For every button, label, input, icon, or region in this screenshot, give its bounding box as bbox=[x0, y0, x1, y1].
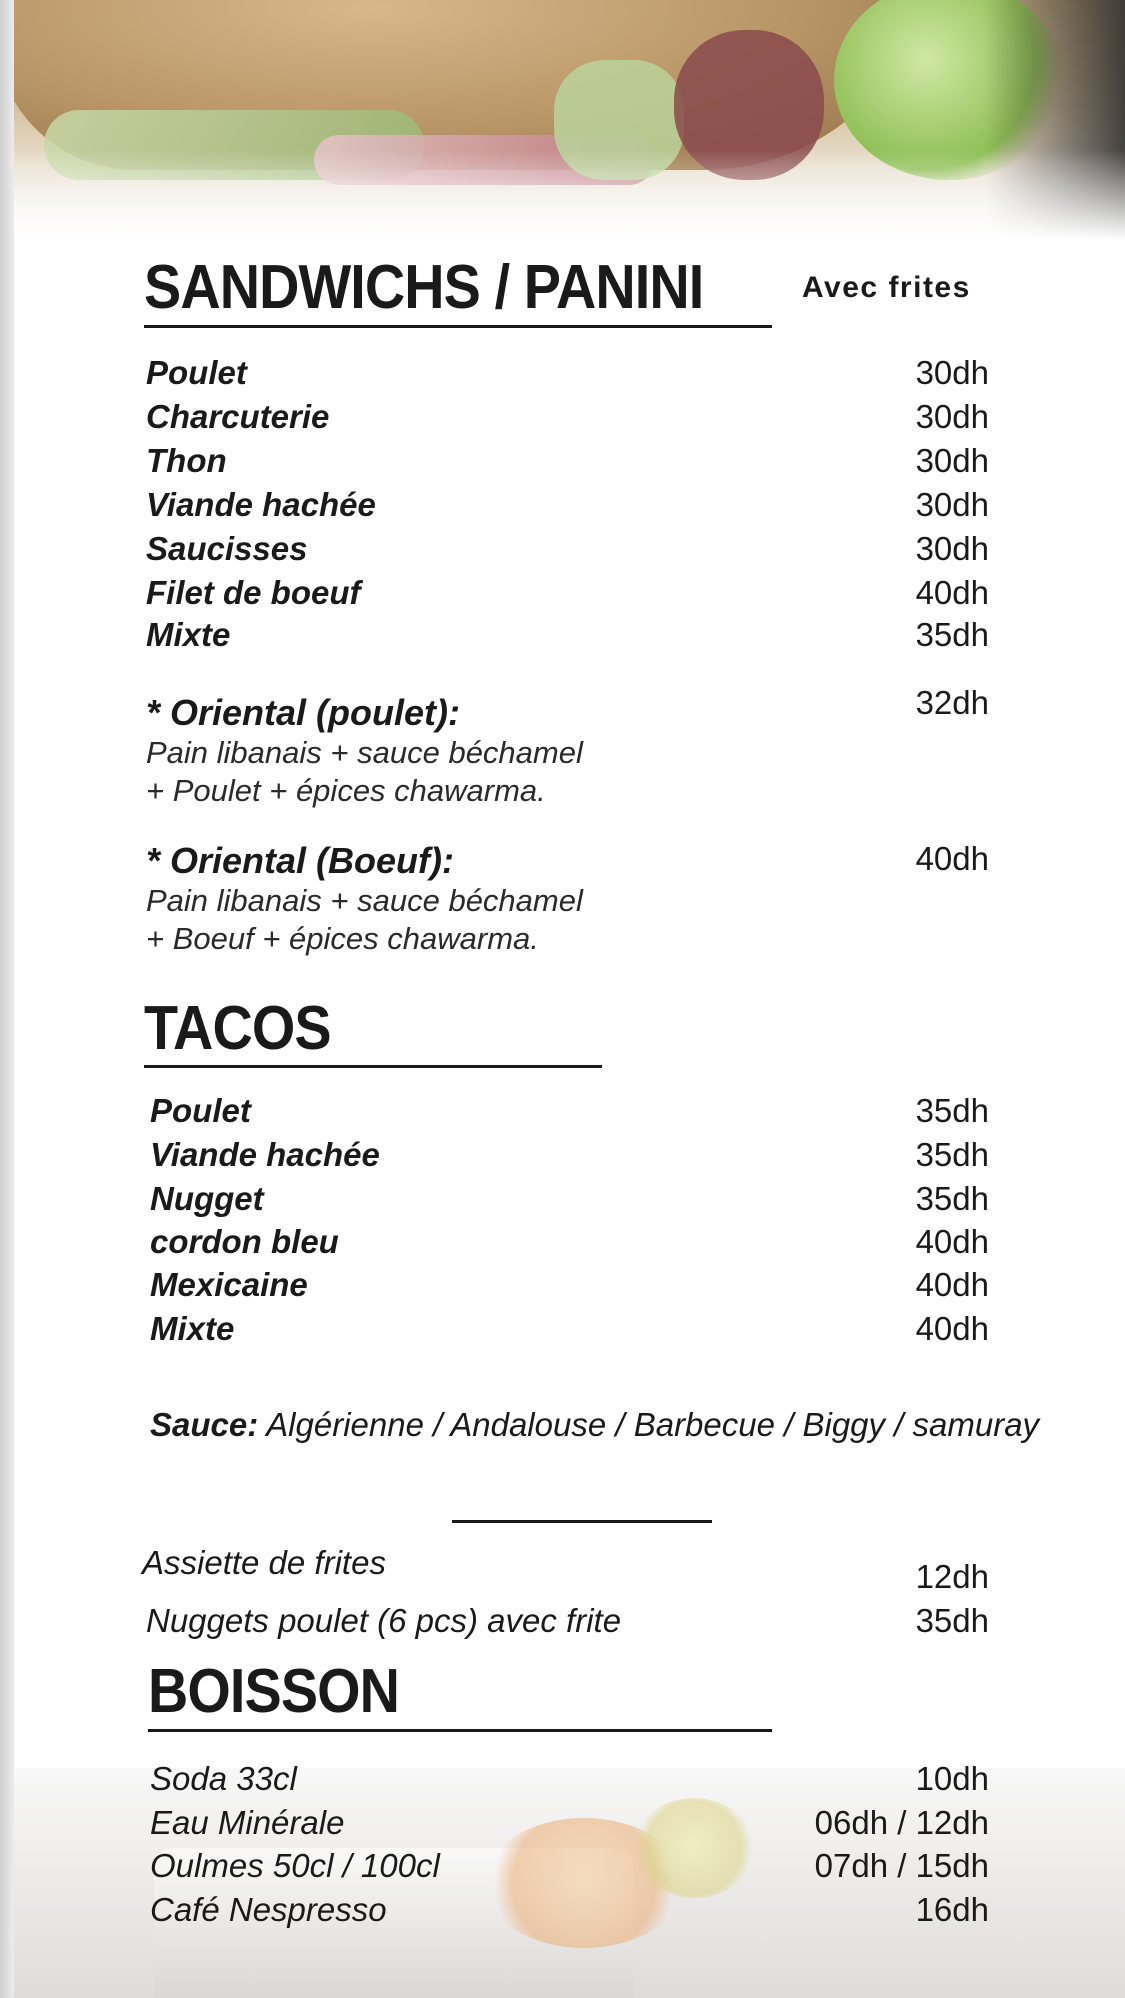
oriental-poulet-desc-line1: Pain libanais + sauce béchamel bbox=[146, 735, 583, 770]
boisson-title-underline bbox=[148, 1729, 772, 1732]
oriental-poulet-name: * Oriental (poulet): bbox=[146, 692, 460, 733]
menu-item-price: 35dh bbox=[915, 616, 989, 653]
menu-item-price: 30dh bbox=[915, 486, 989, 523]
sauce-list: Algérienne / Andalouse / Barbecue / Biggy / samuray bbox=[266, 1406, 1040, 1443]
menu-item-name: Thon bbox=[146, 442, 227, 479]
page-edge bbox=[0, 0, 14, 1998]
menu-item-name: Soda 33cl bbox=[150, 1760, 297, 1797]
sauce-label: Sauce: bbox=[150, 1406, 259, 1443]
menu-item-name: Poulet bbox=[146, 354, 247, 391]
menu-item-name: Viande hachée bbox=[150, 1136, 380, 1173]
sandwichs-title-underline bbox=[144, 325, 772, 328]
sandwich-photo bbox=[14, 0, 1125, 240]
menu-page bbox=[14, 0, 1125, 1998]
menu-item-name: Assiette de frites bbox=[142, 1544, 386, 1581]
boisson-title: BOISSON bbox=[148, 1657, 400, 1726]
menu-item-price: 16dh bbox=[915, 1891, 989, 1928]
menu-item-price: 30dh bbox=[915, 354, 989, 391]
sandwichs-title: SANDWICHS / PANINI bbox=[144, 253, 704, 322]
menu-item-price: 40dh bbox=[915, 574, 989, 611]
tacos-title-underline bbox=[144, 1065, 602, 1068]
menu-item-price: 10dh bbox=[915, 1760, 989, 1797]
menu-item-name: Mixte bbox=[146, 616, 231, 653]
menu-item-price: 35dh bbox=[915, 1136, 989, 1173]
oriental-boeuf-desc-line2: + Boeuf + épices chawarma. bbox=[146, 921, 539, 956]
menu-item-price: 30dh bbox=[915, 530, 989, 567]
menu-item-price: 30dh bbox=[915, 442, 989, 479]
oriental-poulet-desc-line2: + Poulet + épices chawarma. bbox=[146, 773, 546, 808]
menu-item-price: 40dh bbox=[915, 1310, 989, 1347]
menu-item-name: Eau Minérale bbox=[150, 1804, 345, 1841]
menu-item-name: Poulet bbox=[150, 1092, 251, 1129]
tacos-title: TACOS bbox=[144, 994, 331, 1063]
menu-item-name: cordon bleu bbox=[150, 1223, 339, 1260]
menu-item-name: Nugget bbox=[150, 1180, 264, 1217]
menu-item-price: 40dh bbox=[915, 1266, 989, 1303]
menu-item-price: 07dh / 15dh bbox=[814, 1847, 989, 1884]
separator-line bbox=[452, 1520, 712, 1523]
menu-item-price: 06dh / 12dh bbox=[814, 1804, 989, 1841]
oriental-boeuf-desc-line1: Pain libanais + sauce béchamel bbox=[146, 883, 583, 918]
oriental-boeuf-price: 40dh bbox=[915, 840, 989, 877]
menu-item-name: Filet de boeuf bbox=[146, 574, 361, 611]
menu-item-name: Mixte bbox=[150, 1310, 235, 1347]
menu-item-name: Charcuterie bbox=[146, 398, 330, 435]
menu-item-name: Saucisses bbox=[146, 530, 308, 567]
menu-item-price: 35dh bbox=[915, 1602, 989, 1639]
menu-item-name: Mexicaine bbox=[150, 1266, 308, 1303]
menu-item-price: 30dh bbox=[915, 398, 989, 435]
oriental-poulet-price: 32dh bbox=[915, 684, 989, 721]
menu-item-price: 40dh bbox=[915, 1223, 989, 1260]
menu-item-name: Viande hachée bbox=[146, 486, 376, 523]
menu-item-name: Nuggets poulet (6 pcs) avec frite bbox=[146, 1602, 622, 1639]
oriental-boeuf-name: * Oriental (Boeuf): bbox=[146, 840, 455, 881]
sauce-line bbox=[150, 1406, 1039, 1444]
menu-item-name: Oulmes 50cl / 100cl bbox=[150, 1847, 440, 1884]
menu-item-price: 12dh bbox=[915, 1558, 989, 1595]
menu-item-price: 35dh bbox=[915, 1092, 989, 1129]
menu-item-price: 35dh bbox=[915, 1180, 989, 1217]
avec-frites-note: Avec frites bbox=[802, 271, 971, 304]
menu-item-name: Café Nespresso bbox=[150, 1891, 387, 1928]
